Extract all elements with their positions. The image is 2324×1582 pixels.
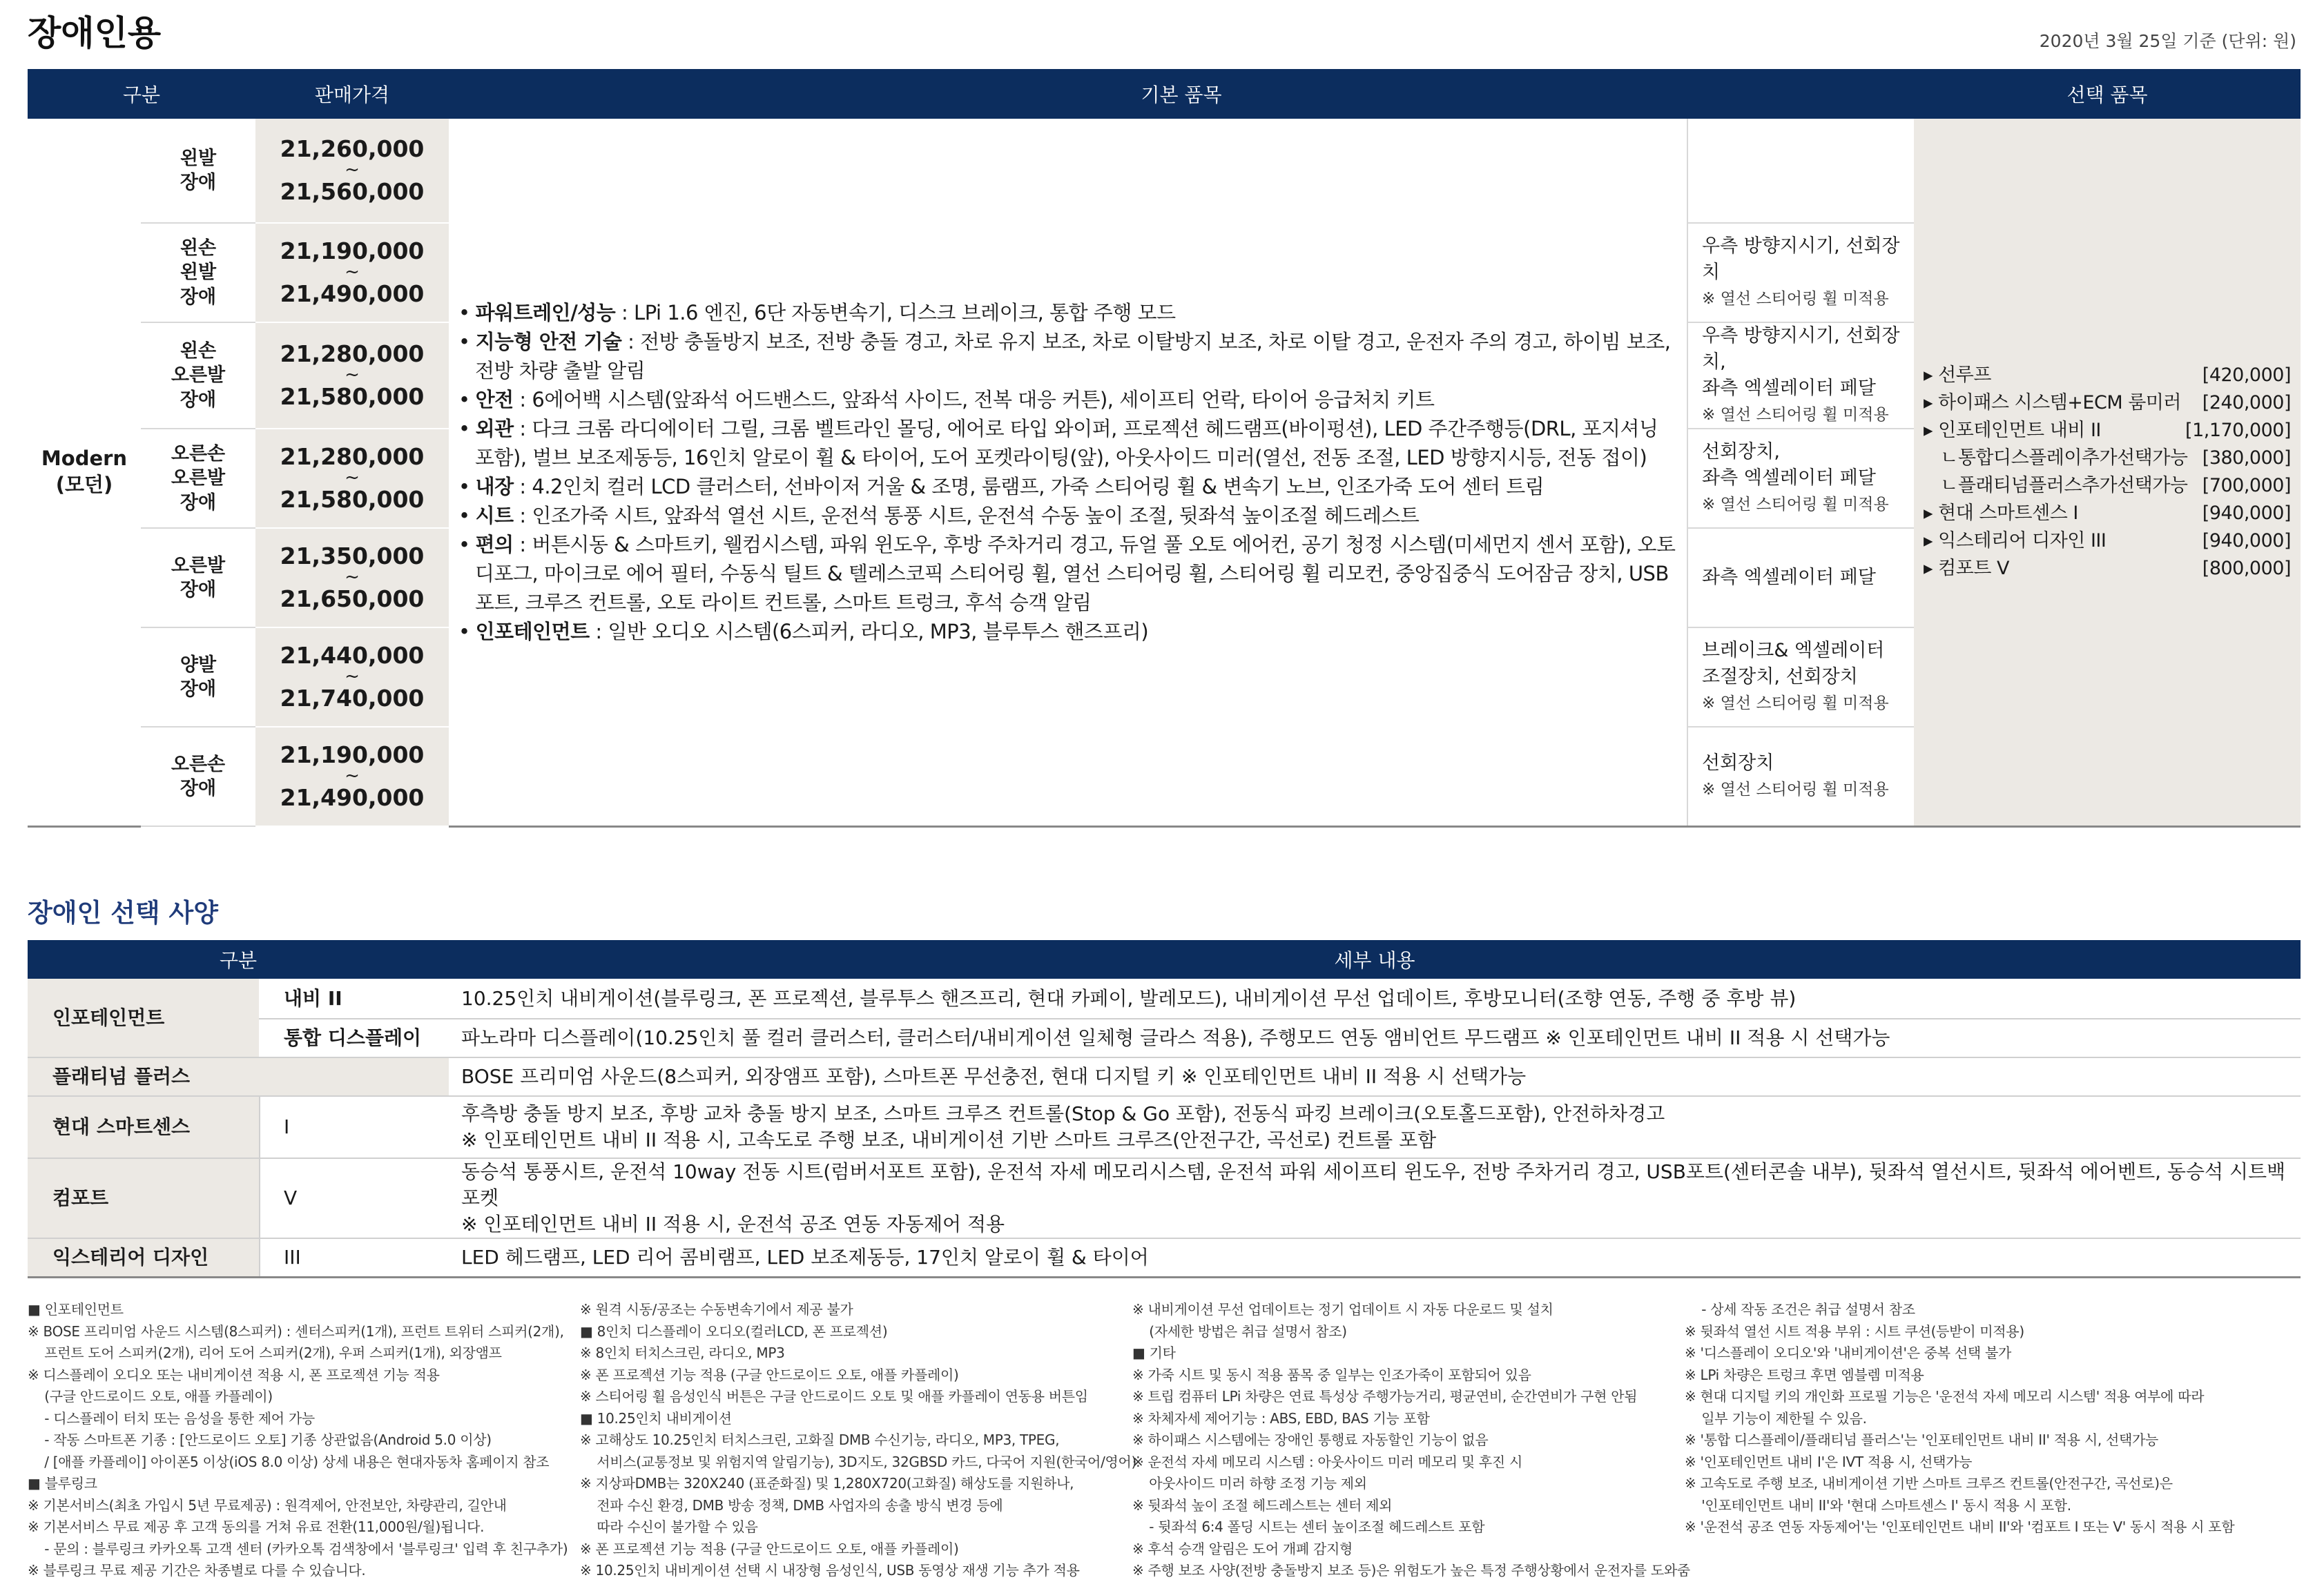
footnote-line: ※ 차체자세 제어기능 : ABS, EBD, BAS 기능 포함 — [1132, 1409, 1430, 1427]
footnote-line: ※ 기본서비스(최초 가입시 5년 무료제공) : 원격제어, 안전보안, 차량관리, 길안내 — [28, 1496, 507, 1514]
option-row — [28, 1019, 2301, 1057]
footnote-line: 일부 기능이 제한될 수 있음. — [1685, 1409, 1867, 1427]
footnote-line: / [애플 카플레이] 아이폰5 이상(iOS 8.0 이상) 상세 내용은 현대자동차 홈페이지 참조 — [28, 1453, 550, 1470]
header-option: 선택 품목 — [1914, 69, 2301, 119]
basic-item-label: 안전 — [475, 387, 514, 411]
select-text: 선회장치, 좌측 엑셀레이터 페달 — [1702, 441, 1876, 489]
option-name: ▸ 현대 스마트센스 I — [1924, 502, 2078, 524]
price-low: 21,190,000 — [280, 237, 425, 264]
options-table-header — [28, 940, 2301, 979]
option-row — [1924, 362, 2291, 389]
trim-price — [255, 627, 449, 727]
footnote-line: - 디스플레이 터치 또는 음성을 통한 제어 가능 — [28, 1409, 315, 1427]
option-row — [1924, 500, 2291, 527]
price-high: 21,650,000 — [280, 585, 425, 612]
price-high: 21,490,000 — [280, 783, 425, 811]
option-name: ㄴ플래티넘플러스추가선택가능 — [1924, 474, 2188, 496]
options-header-detail: 세부 내용 — [449, 940, 2301, 979]
option-subcategory: III — [260, 1238, 449, 1277]
price-high: 21,580,000 — [280, 382, 425, 410]
basic-item — [458, 385, 1677, 414]
price-low: 21,190,000 — [280, 741, 425, 768]
option-name: ▸ 선루프 — [1924, 364, 1991, 386]
option-row — [28, 1057, 2301, 1096]
select-items — [1687, 119, 1914, 223]
option-name: ▸ 하이패스 시스템+ECM 룸미러 — [1924, 391, 2181, 413]
footnote-column — [28, 1299, 573, 1582]
basic-item — [458, 327, 1677, 385]
footnote-line: ※ LPi 차량은 트렁크 후면 엠블렘 미적용 — [1685, 1366, 1924, 1383]
footnote-line: ※ 운전석 자세 메모리 시스템 : 아웃사이드 미러 메모리 및 후진 시 — [1132, 1453, 1523, 1470]
footnote-line: ■ 기타 — [1132, 1345, 1176, 1361]
price-table-header — [28, 69, 2301, 119]
select-note: ※ 열선 스티어링 휠 미적용 — [1702, 694, 1889, 712]
basic-item-label: 내장 — [475, 474, 514, 498]
bullet: • — [458, 329, 470, 353]
price-high: 21,740,000 — [280, 684, 425, 712]
price-table — [28, 69, 2301, 828]
footnote-line: ■ 10.25인치 내비게이션 — [580, 1409, 732, 1427]
trim-price — [255, 322, 449, 429]
options-header-category: 구분 — [28, 940, 449, 979]
select-note: ※ 열선 스티어링 휠 미적용 — [1702, 780, 1889, 799]
option-row — [1924, 417, 2291, 445]
basic-item-text: : 다크 크롬 라디에이터 그릴, 크롬 벨트라인 몰딩, 에어로 타입 와이퍼, 프로젝션 헤드램프(바이펑션), LED 주간주행등(DRL, 포지셔닝 포함), 벌브 보조제동등, 16인치 알로이 휠 & 타이어, 도어 포켓라이팅(앞), 아웃사이드 미러(열선, 전동 조절, LED 방향지시등, 전동 접이) — [475, 416, 1658, 469]
option-price: [800,000] — [2202, 557, 2292, 579]
bullet: • — [458, 503, 470, 527]
price-low: 21,260,000 — [280, 135, 425, 162]
option-name: ▸ 익스테리어 디자인 III — [1924, 529, 2107, 551]
basic-items — [449, 119, 1687, 826]
basic-items-list — [458, 298, 1677, 646]
option-detail: 파노라마 디스플레이(10.25인치 풀 컬러 클러스터, 클러스터/내비게이션 일체형 글라스 적용), 주행모드 연동 앰비언트 무드램프 ※ 인포테인먼트 내비 II 적용 시 선택가능 — [449, 1019, 2301, 1057]
trim-price — [255, 429, 449, 528]
option-price: [380,000] — [2202, 447, 2292, 469]
trim-name: 오른손 오른발 장애 — [141, 429, 255, 528]
footnote-line: ※ 기본서비스 무료 제공 후 고객 동의를 거쳐 유료 전환(11,000원/월)됩니다. — [28, 1518, 485, 1535]
select-note: ※ 열선 스티어링 휠 미적용 — [1702, 406, 1889, 424]
basic-item-text: : 인조가죽 시트, 앞좌석 열선 시트, 운전석 통풍 시트, 운전석 수동 높이 조절, 뒷좌석 높이조절 헤드레스트 — [513, 503, 1420, 527]
options-table — [28, 940, 2301, 1278]
footnote-line: ※ 디스플레이 오디오 또는 내비게이션 적용 시, 폰 프로젝션 기능 적용 — [28, 1366, 440, 1383]
footnote-line: (구글 안드로이드 오토, 애플 카플레이) — [28, 1388, 273, 1405]
basic-item-text: : 버튼시동 & 스마트키, 웰컴시스템, 파워 윈도우, 후방 주차거리 경고, 듀얼 풀 오토 에어컨, 공기 청정 시스템(미세먼지 센서 포함), 오토 디포그, 마이크로 에어 필터, 수동식 틸트 & 텔레스코픽 스티어링 휠, 열선 스티어링 휠, 스티어링 휠 리모컨, 중앙집중식 도어잠금 장치, USB 포트, 크루즈 컨트롤, 오토 라이트 컨트롤, 스마트 트렁크, 후석 승객 알림 — [475, 532, 1676, 614]
select-text: 선회장치 — [1702, 752, 1774, 774]
basic-item-text: : 4.2인치 컬러 LCD 클러스터, 선바이저 거울 & 조명, 룸램프, 가죽 스티어링 휠 & 변속기 노브, 인조가죽 도어 센터 트림 — [513, 474, 1545, 498]
option-price: [700,000] — [2202, 474, 2292, 496]
price-tilde: ~ — [345, 262, 360, 283]
option-subcategory: 내비 II — [260, 979, 449, 1019]
option-row — [1924, 555, 2291, 583]
option-row — [1924, 472, 2291, 500]
select-note: ※ 열선 스티어링 휠 미적용 — [1702, 290, 1889, 308]
bullet: • — [458, 300, 470, 324]
footnote-line: ※ 원격 시동/공조는 수동변속기에서 제공 불가 — [580, 1301, 853, 1318]
option-price: [240,000] — [2202, 391, 2292, 413]
header-price: 판매가격 — [255, 69, 449, 119]
footnote-line: ※ 지상파DMB는 320X240 (표준화질) 및 1,280X720(고화질) 해상도를 지원하나, — [580, 1475, 1074, 1492]
footnote-line: - 뒷좌석 6:4 폴딩 시트는 센터 높이조절 헤드레스트 포함 — [1132, 1518, 1485, 1535]
basic-item — [458, 298, 1677, 327]
footnote-column — [580, 1299, 1137, 1582]
option-price: [420,000] — [2202, 364, 2292, 386]
page-title: 장애인용 — [28, 13, 162, 53]
basic-item-label: 인포테인먼트 — [475, 619, 590, 643]
footnote-line: ※ 현대 디지털 키의 개인화 프로필 기능은 '운전석 자세 메모리 시스템' 적용 여부에 따라 — [1685, 1388, 2205, 1405]
options-section-title: 장애인 선택 사양 — [28, 898, 218, 928]
select-items — [1687, 528, 1914, 627]
option-detail: LED 헤드램프, LED 리어 콤비램프, LED 보조제동등, 17인치 알로이 휠 & 타이어 — [449, 1238, 2301, 1277]
select-items — [1687, 322, 1914, 429]
footnote-line: (자세한 방법은 취급 설명서 참조) — [1132, 1322, 1347, 1340]
basic-item — [458, 472, 1677, 501]
footnote-line: ※ 후석 승객 알림은 도어 개폐 감지형 — [1132, 1540, 1353, 1557]
price-high: 21,560,000 — [280, 177, 425, 205]
price-tilde: ~ — [345, 666, 360, 687]
bullet: • — [458, 416, 470, 440]
basic-item — [458, 530, 1677, 617]
footnote-line: ※ '통합 디스플레이/플래티넘 플러스'는 '인포테인먼트 내비 II' 적용 시, 선택가능 — [1685, 1432, 2159, 1448]
footnote-line: ※ 8인치 터치스크린, 라디오, MP3 — [580, 1345, 785, 1361]
option-name: ▸ 인포테인먼트 내비 II — [1924, 419, 2101, 441]
select-items — [1687, 429, 1914, 528]
basic-item-text: : 전방 충돌방지 보조, 전방 충돌 경고, 차로 유지 보조, 차로 이탈방지 보조, 차로 이탈 경고, 운전자 주의 경고, 하이빔 보조, 전방 차량 출발 알림 — [475, 329, 1671, 382]
header-category: 구분 — [28, 69, 255, 119]
option-items — [1914, 119, 2301, 826]
footnote-line: ※ 뒷좌석 열선 시트 적용 부위 : 시트 쿠션(등받이 미적용) — [1685, 1322, 2024, 1340]
option-row — [1924, 445, 2291, 472]
footnote-line: ※ '인포테인먼트 내비 I'은 IVT 적용 시, 선택가능 — [1685, 1453, 1973, 1470]
option-detail: 10.25인치 내비게이션(블루링크, 폰 프로젝션, 블루투스 핸즈프리, 현대 카페이, 발레모드), 내비게이션 무선 업데이트, 후방모니터(조향 연동, 주행 중 후방 뷰) — [449, 979, 2301, 1019]
trim-name: 오른손 장애 — [141, 727, 255, 826]
option-row — [1924, 389, 2291, 417]
option-price: [1,170,000] — [2185, 419, 2292, 441]
bullet: • — [458, 474, 470, 498]
option-category: 현대 스마트센스 — [28, 1096, 260, 1158]
basic-item — [458, 414, 1677, 472]
option-name: ▸ 컴포트 V — [1924, 557, 2009, 579]
footnote-line: ※ 트립 컴퓨터 LPi 차량은 연료 특성상 주행가능거리, 평균연비, 순간연비가 구현 안됨 — [1132, 1388, 1638, 1405]
option-row — [1924, 527, 2291, 555]
option-detail: BOSE 프리미엄 사운드(8스피커, 외장앰프 포함), 스마트폰 무선충전, 현대 디지털 키 ※ 인포테인먼트 내비 II 적용 시 선택가능 — [449, 1057, 2301, 1096]
basic-item — [458, 617, 1677, 646]
select-items — [1687, 627, 1914, 727]
footnote-line: - 상세 작동 조건은 취급 설명서 참조 — [1685, 1301, 1915, 1318]
select-text: 좌측 엑셀레이터 페달 — [1702, 567, 1876, 588]
footnote-line: ※ BOSE 프리미엄 사운드 시스템(8스피커) : 센터스피커(1개), 프런트 트위터 스피커(2개), — [28, 1322, 564, 1340]
footnote-line: ※ '운전석 공조 연동 자동제어'는 '인포테인먼트 내비 II'와 '컴포트 I 또는 V' 동시 적용 시 포함 — [1685, 1518, 2235, 1535]
footnote-line: ※ 폰 프로젝션 기능 적용 (구글 안드로이드 오토, 애플 카플레이) — [580, 1540, 959, 1557]
basic-item-text: : 일반 오디오 시스템(6스피커, 라디오, MP3, 블루투스 핸즈프리) — [589, 619, 1149, 643]
basic-item-label: 파워트레인/성능 — [475, 300, 616, 324]
select-note: ※ 열선 스티어링 휠 미적용 — [1702, 496, 1889, 514]
footnote-line: ■ 8인치 디스플레이 오디오(컬러LCD, 폰 프로젝션) — [580, 1322, 888, 1340]
bullet: • — [458, 619, 470, 643]
footnote-line: ※ 주행 보조 사양(전방 충돌방지 보조 등)은 위험도가 높은 특정 주행상황에서 운전자를 도와줌 — [1132, 1562, 1690, 1579]
footnote-line: 따라 수신이 불가할 수 있음 — [580, 1518, 758, 1535]
footnote-line: - 문의 : 블루링크 카카오톡 고객 센터 (카카오톡 검색창에서 '블루링크' 입력 후 친구추가) — [28, 1540, 568, 1557]
option-row — [28, 979, 2301, 1019]
price-tilde: ~ — [345, 765, 360, 787]
option-subcategory: I — [260, 1096, 449, 1158]
footnote-line: ※ 고속도로 주행 보조, 내비게이션 기반 스마트 크루즈 컨트롤(안전구간, 곡선로)은 — [1685, 1475, 2173, 1492]
footnote-line: 전파 수신 환경, DMB 방송 정책, DMB 사업자의 송출 방식 변경 등에 — [580, 1496, 1003, 1514]
option-price: [940,000] — [2202, 502, 2292, 524]
option-row — [28, 1158, 2301, 1238]
trim-price — [255, 528, 449, 627]
option-row — [28, 1096, 2301, 1158]
option-category: 플래티넘 플러스 — [28, 1057, 449, 1096]
footnote-column — [1685, 1299, 2235, 1539]
basic-item-text: : 6에어백 시스템(앞좌석 어드밴스드, 앞좌석 사이드, 전복 대응 커튼), 세이프티 언락, 타이어 응급처치 키트 — [513, 387, 1435, 411]
footnote-line: ■ 블루링크 — [28, 1475, 97, 1492]
footnote-line: ※ 가죽 시트 및 동시 적용 품목 중 일부는 인조가죽이 포함되어 있음 — [1132, 1366, 1531, 1383]
price-high: 21,490,000 — [280, 280, 425, 307]
trim-price — [255, 223, 449, 322]
price-low: 21,280,000 — [280, 442, 425, 470]
footnote-line: 서비스(교통정보 및 위험지역 알림기능), 3D지도, 32GBSD 카드, 다국어 지원(한국어/영어) — [580, 1453, 1137, 1470]
trim-name: 왼손 오른발 장애 — [141, 322, 255, 429]
footnote-line: ※ 블루링크 무료 제공 기간은 차종별로 다를 수 있습니다. — [28, 1562, 366, 1579]
basic-item-label: 시트 — [475, 503, 514, 527]
select-text: 브레이크& 엑셀레이터 조절장치, 선회장치 — [1702, 640, 1885, 687]
basic-item-text: : LPi 1.6 엔진, 6단 자동변속기, 디스크 브레이크, 통합 주행 모드 — [615, 300, 1176, 324]
select-items — [1687, 223, 1914, 322]
footnote-line: ※ 폰 프로젝션 기능 적용 (구글 안드로이드 오토, 애플 카플레이) — [580, 1366, 959, 1383]
trim-name: 왼손 왼발 장애 — [141, 223, 255, 322]
footnote-line: ※ '디스플레이 오디오'와 '내비게이션'은 중복 선택 불가 — [1685, 1345, 2012, 1361]
trim-name: 오른발 장애 — [141, 528, 255, 627]
option-subcategory: V — [260, 1158, 449, 1238]
model-name: Modern (모던) — [28, 119, 141, 826]
footnote-line: ※ 10.25인치 내비게이션 선택 시 내장형 음성인식, USB 동영상 재생 기능 추가 적용 — [580, 1562, 1080, 1579]
footnote-line: '인포테인먼트 내비 II'와 '현대 스마트센스 I' 동시 적용 시 포함. — [1685, 1496, 2071, 1514]
footnote-line: ■ 인포테인먼트 — [28, 1301, 124, 1318]
option-name: ㄴ통합디스플레이추가선택가능 — [1924, 447, 2188, 469]
select-text: 우측 방향지시기, 선회장치, 좌측 엑셀레이터 페달 — [1702, 325, 1900, 399]
option-subcategory: 통합 디스플레이 — [260, 1019, 449, 1057]
footnote-line: ※ 스티어링 휠 음성인식 버튼은 구글 안드로이드 오토 및 애플 카플레이 연동용 버튼임 — [580, 1388, 1088, 1405]
option-category: 인포테인먼트 — [28, 979, 260, 1057]
option-detail: 후측방 충돌 방지 보조, 후방 교차 충돌 방지 보조, 스마트 크루즈 컨트롤(Stop & Go 포함), 전동식 파킹 브레이크(오토홀드포함), 안전하차경고 ※ 인포테인먼트 내비 II 적용 시, 고속도로 주행 보조, 내비게이션 기반 스마트 크루즈(안전구간, 곡선로) 컨트롤 포함 — [449, 1096, 2301, 1158]
basic-item — [458, 501, 1677, 530]
trim-name: 양발 장애 — [141, 627, 255, 727]
price-tilde: ~ — [345, 567, 360, 588]
price-high: 21,580,000 — [280, 485, 425, 513]
basic-item-label: 편의 — [475, 532, 514, 556]
price-low: 21,280,000 — [280, 340, 425, 367]
footnote-line: ※ 고해상도 10.25인치 터치스크린, 고화질 DMB 수신기능, 라디오, MP3, TPEG, — [580, 1432, 1060, 1448]
trim-row — [28, 119, 2301, 223]
select-items — [1687, 727, 1914, 826]
option-price: [940,000] — [2202, 529, 2292, 551]
bullet: • — [458, 387, 470, 411]
price-low: 21,440,000 — [280, 641, 425, 669]
footnote-line: - 작동 스마트폰 기종 : [안드로이드 오토] 기종 상관없음(Android 5.0 이상) — [28, 1432, 492, 1448]
footnote-column — [1132, 1299, 1690, 1582]
option-row — [28, 1238, 2301, 1277]
footnote-line: ※ 하이패스 시스템에는 장애인 통행료 자동할인 기능이 없음 — [1132, 1432, 1489, 1448]
header-basic: 기본 품목 — [449, 69, 1914, 119]
trim-price — [255, 727, 449, 826]
price-tilde: ~ — [345, 467, 360, 489]
option-category: 익스테리어 디자인 — [28, 1238, 260, 1277]
basic-item-label: 지능형 안전 기술 — [475, 329, 622, 353]
price-tilde: ~ — [345, 364, 360, 386]
footnote-line: ※ 뒷좌석 높이 조절 헤드레스트는 센터 제외 — [1132, 1496, 1393, 1514]
price-tilde: ~ — [345, 159, 360, 181]
footnote-line: 프런트 도어 스피커(2개), 리어 도어 스피커(2개), 우퍼 스피커(1개), 외장앰프 — [28, 1345, 502, 1361]
select-text: 우측 방향지시기, 선회장치 — [1702, 235, 1900, 283]
option-detail: 동승석 통풍시트, 운전석 10way 전동 시트(럼버서포트 포함), 운전석 자세 메모리시스템, 운전석 파워 세이프티 윈도우, 전방 주차거리 경고, USB포트(센터콘솔 내부), 뒷좌석 열선시트, 뒷좌석 에어벤트, 동승석 시트백 포켓 ※ 인포테인먼트 내비 II 적용 시, 운전석 공조 연동 자동제어 적용 — [449, 1158, 2301, 1238]
option-category: 컴포트 — [28, 1158, 260, 1238]
trim-name: 왼발 장애 — [141, 119, 255, 223]
footnote-line: 아웃사이드 미러 하향 조정 기능 제외 — [1132, 1475, 1367, 1492]
price-low: 21,350,000 — [280, 542, 425, 569]
trim-price — [255, 119, 449, 223]
price-basis-note: 2020년 3월 25일 기준 (단위: 원) — [2039, 31, 2296, 51]
footnote-line: ※ 내비게이션 무선 업데이트는 정기 업데이트 시 자동 다운로드 및 설치 — [1132, 1301, 1553, 1318]
basic-item-label: 외관 — [475, 416, 514, 440]
bullet: • — [458, 532, 470, 556]
